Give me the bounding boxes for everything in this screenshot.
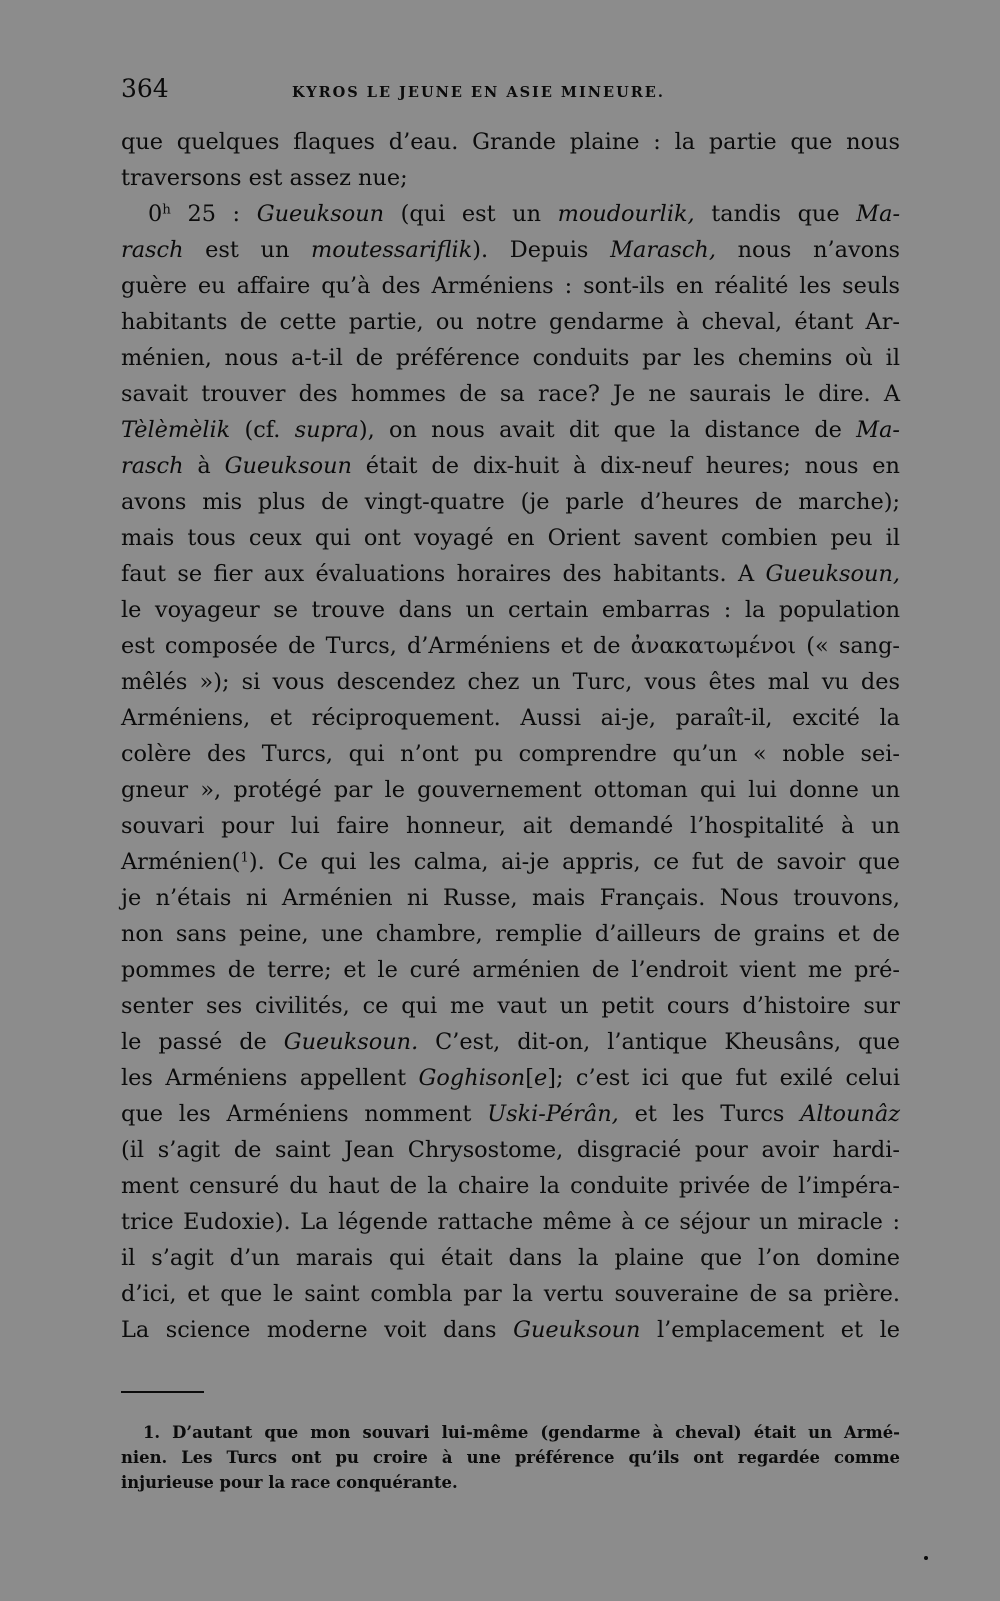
text-line: je n’étais ni Arménien ni Russe, mais Français. Nous trouvons, <box>121 885 900 911</box>
text-line: faut se fier aux évaluations horaires des habitants. A Gueuksoun, <box>121 561 900 587</box>
text-line: le passé de Gueuksoun. C’est, dit-on, l’antique Kheusâns, que <box>121 1029 901 1055</box>
text-line: (il s’agit de saint Jean Chrysostome, disgracié pour avoir hardi- <box>121 1137 900 1163</box>
text-line: non sans peine, une chambre, remplie d’ailleurs de grains et de <box>121 921 900 947</box>
footnote-separator <box>121 1391 204 1393</box>
text-line: souvari pour lui faire honneur, ait demandé l’hospitalité à un <box>121 813 900 839</box>
running-title: KYROS LE JEUNE EN ASIE MINEURE. <box>292 84 665 101</box>
text-line: avons mis plus de vingt-quatre (je parle d’heures de marche); <box>121 489 900 515</box>
page-number: 364 <box>121 74 169 103</box>
text-line: ménien, nous a-t-il de préférence conduits par les chemins où il <box>121 345 900 371</box>
footnote-line: injurieuse pour la race conquérante. <box>121 1473 458 1492</box>
text-line: il s’agit d’un marais qui était dans la plaine que l’on domine <box>121 1245 900 1271</box>
text-line: les Arméniens appellent Goghison[e]; c’est ici que fut exilé celui <box>121 1065 900 1091</box>
footnote-line: nien. Les Turcs ont pu croire à une préférence qu’ils ont regardée comme <box>121 1448 900 1467</box>
text-line: est composée de Turcs, d’Arméniens et de ἀνακατωμένοι (« sang- <box>121 633 900 659</box>
text-line: La science moderne voit dans Gueuksoun l’emplacement et le <box>121 1317 901 1343</box>
text-line: mêlés »); si vous descendez chez un Turc, vous êtes mal vu des <box>121 669 900 695</box>
text-line: Arméniens, et réciproquement. Aussi ai-je, paraît-il, excité la <box>121 705 900 731</box>
text-line: le voyageur se trouve dans un certain embarras : la population <box>121 597 900 623</box>
text-line: pommes de terre; et le curé arménien de l’endroit vient me pré- <box>121 957 900 983</box>
footnote <box>121 1420 900 1495</box>
text-line: savait trouver des hommes de sa race? Je ne saurais le dire. A <box>121 381 900 407</box>
text-line: Arménien($^1$). Ce qui les calma, ai-je appris, ce fut de savoir que <box>121 849 900 875</box>
text-line: colère des Turcs, qui n’ont pu comprendre qu’un « noble sei- <box>121 741 900 767</box>
text-line: 0$^h$ 25 : Gueuksoun (qui est un moudourlik, tandis que Ma- <box>148 201 901 227</box>
print-speck <box>924 1556 928 1560</box>
text-line: traversons est assez nue; <box>121 165 408 191</box>
text-line: gneur », protégé par le gouvernement ottoman qui lui donne un <box>121 777 900 803</box>
text-line: guère eu affaire qu’à des Arméniens : sont-ils en réalité les seuls <box>121 273 900 299</box>
text-line: que les Arméniens nomment Uski-Pérân, et les Turcs Altounâz <box>121 1101 900 1127</box>
footnote-line: 1. D’autant que mon souvari lui-même (gendarme à cheval) était un Armé- <box>143 1423 900 1442</box>
text-line: senter ses civilités, ce qui me vaut un petit cours d’histoire sur <box>121 993 900 1019</box>
text-line: ment censuré du haut de la chaire la conduite privée de l’impéra- <box>121 1173 900 1199</box>
text-line: rasch est un moutessariflik). Depuis Marasch, nous n’avons <box>121 237 901 263</box>
page-header <box>121 70 901 110</box>
text-line: rasch à Gueuksoun était de dix-huit à dix-neuf heures; nous en <box>121 453 900 479</box>
text-line: mais tous ceux qui ont voyagé en Orient savent combien peu il <box>121 525 900 551</box>
text-line: habitants de cette partie, ou notre gendarme à cheval, étant Ar- <box>121 309 900 335</box>
text-line: Tèlèmèlik (cf. supra), on nous avait dit que la distance de Ma- <box>121 417 900 443</box>
text-line: d’ici, et que le saint combla par la vertu souveraine de sa prière. <box>121 1281 900 1307</box>
body-text <box>121 124 900 1348</box>
text-line: trice Eudoxie). La légende rattache même à ce séjour un miracle : <box>121 1209 900 1235</box>
text-line: que quelques flaques d’eau. Grande plaine : la partie que nous <box>121 129 900 155</box>
